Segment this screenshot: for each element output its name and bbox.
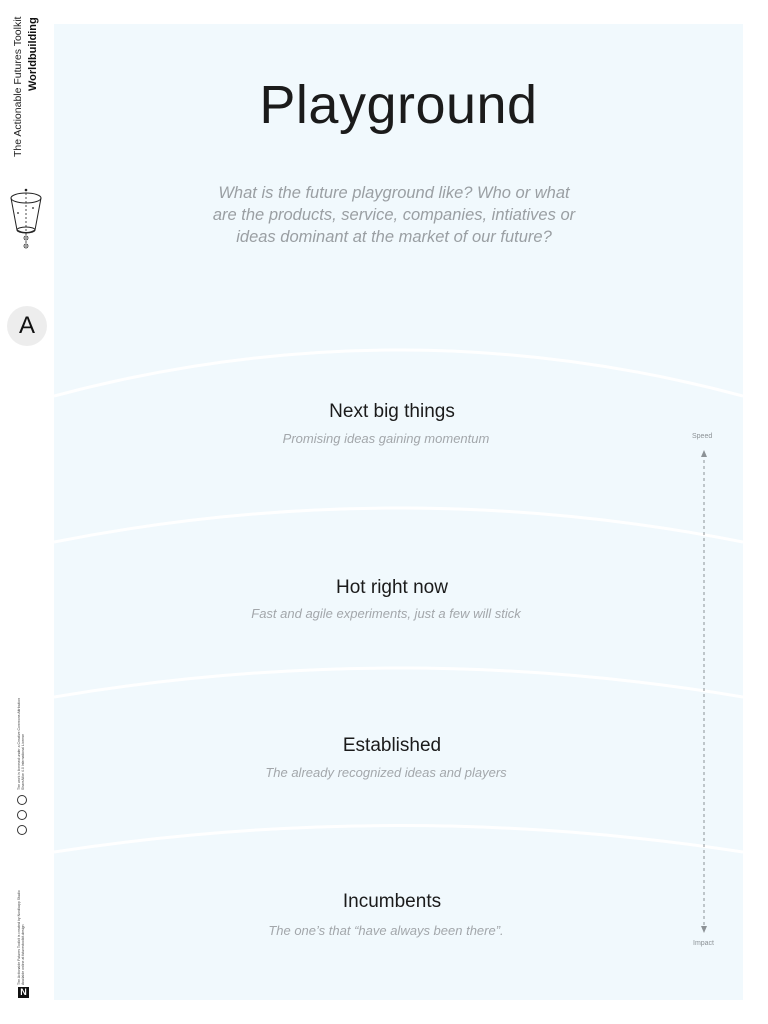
layer-title-hot-right-now: Hot right now xyxy=(336,577,448,598)
sidebar xyxy=(0,0,52,1024)
by-icon xyxy=(17,810,27,820)
axis-label-impact: Impact xyxy=(693,940,715,947)
speed-impact-arrow xyxy=(694,444,714,939)
page-title: Playground xyxy=(259,75,538,135)
license-text-2: ShareAlike 4.0 International License xyxy=(21,733,25,790)
layer-title-established: Established xyxy=(342,735,442,756)
layer-subtitle-next-big-things: Promising ideas gaining momentum xyxy=(282,431,490,446)
cone-icon xyxy=(8,186,44,252)
credit-text-2: Available online at futurestoolkit.design xyxy=(21,924,25,985)
credit-text: The Actionable Futures Toolkit is created by Nordkapp Studio xyxy=(17,890,21,985)
module-name: Worldbuilding xyxy=(27,17,39,91)
sa-icon xyxy=(17,825,27,835)
license-text: The work is licensed under a Creative Commons Attribution xyxy=(17,697,21,790)
cc-icon xyxy=(17,795,27,805)
canvas-panel xyxy=(54,24,743,1000)
section-badge: A xyxy=(7,306,47,346)
layer-subtitle-incumbents: The one’s that “have always been there”. xyxy=(268,923,504,938)
axis-label-speed: Speed xyxy=(692,433,713,440)
guiding-question: What is the future playground like? Who or what are the products, service, companies, intiatives or ideas dominant at the market of our future? xyxy=(212,184,576,246)
nordkapp-logo: N xyxy=(18,987,29,998)
layer-title-incumbents: Incumbents xyxy=(342,891,442,912)
toolkit-name: The Actionable Futures Toolkit xyxy=(12,16,24,157)
layer-title-next-big-things: Next big things xyxy=(329,401,455,422)
layer-subtitle-established: The already recognized ideas and players xyxy=(265,765,507,780)
layer-subtitle-hot-right-now: Fast and agile experiments, just a few will stick xyxy=(251,606,521,621)
layer-arcs xyxy=(54,24,743,1000)
